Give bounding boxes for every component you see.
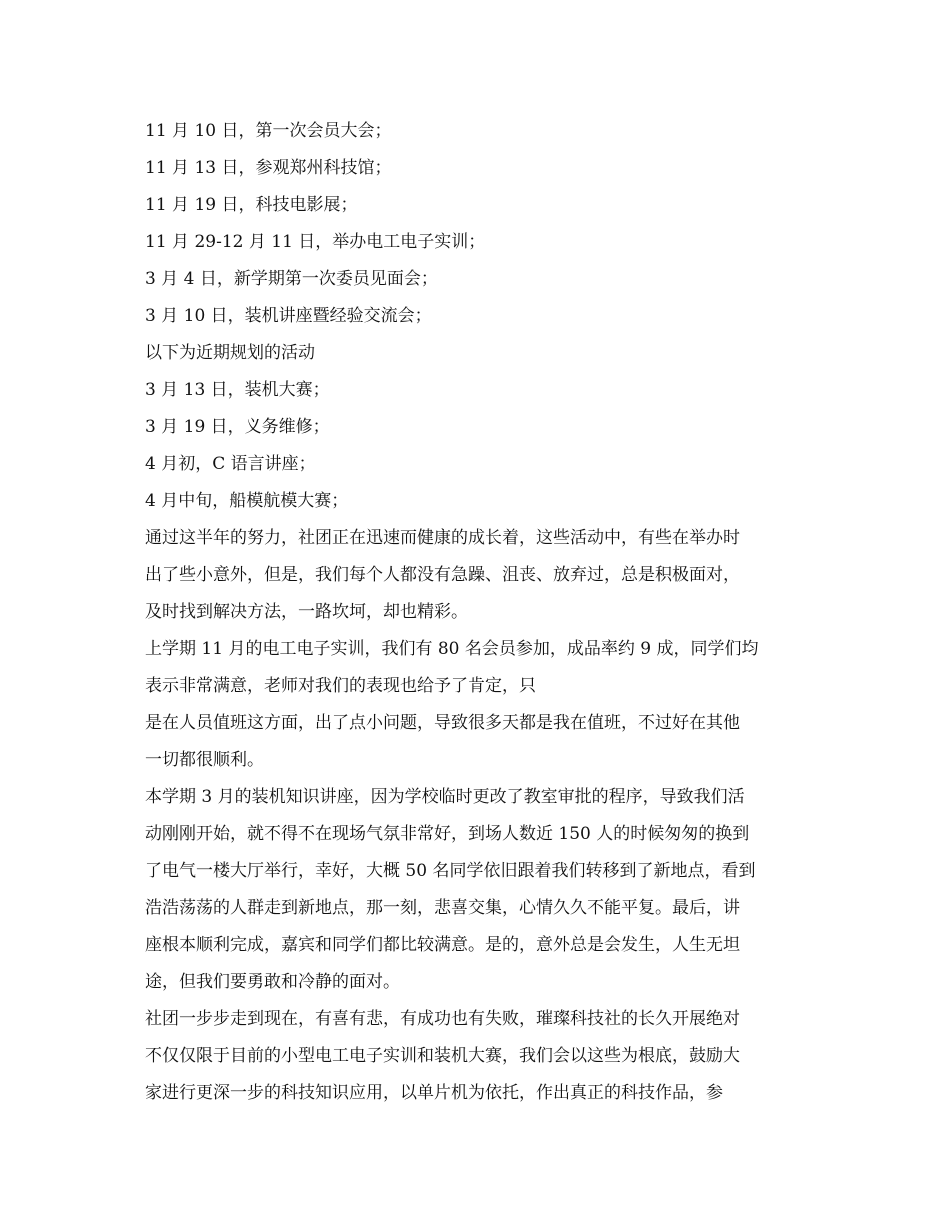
text-line: 社团一步步走到现在，有喜有悲，有成功也有失败，璀璨科技社的长久开展绝对 xyxy=(145,1009,740,1029)
text-line: 3 月 19 日，义务维修； xyxy=(145,417,330,437)
text-line: 浩浩荡荡的人群走到新地点，那一刻，悲喜交集，心情久久不能平复。最后，讲 xyxy=(145,898,740,918)
text-line: 表示非常满意，老师对我们的表现也给予了肯定，只 xyxy=(145,676,536,696)
text-line: 一切都很顺利。 xyxy=(145,750,264,770)
text-line: 是在人员值班这方面，出了点小问题，导致很多天都是我在值班，不过好在其他 xyxy=(145,713,740,733)
text-line: 以下为近期规划的活动 xyxy=(145,343,315,363)
text-line: 3 月 4 日，新学期第一次委员见面会； xyxy=(145,269,438,289)
text-line: 11 月 10 日，第一次会员大会； xyxy=(145,121,392,141)
text-line: 出了些小意外，但是，我们每个人都没有急躁、沮丧、放弃过，总是积极面对， xyxy=(145,565,740,585)
text-line: 及时找到解决方法，一路坎坷，却也精彩。 xyxy=(145,602,468,622)
text-line: 了电气一楼大厅举行，幸好，大概 50 名同学依旧跟着我们转移到了新地点，看到 xyxy=(145,861,756,881)
text-line: 11 月 29-12 月 11 日，举办电工电子实训； xyxy=(145,232,486,252)
text-line: 座根本顺利完成，嘉宾和同学们都比较满意。是的，意外总是会发生，人生无坦 xyxy=(145,935,740,955)
text-line: 4 月初，C 语言讲座； xyxy=(145,454,316,474)
text-line: 动刚刚开始，就不得不在现场气氛非常好，到场人数近 150 人的时候匆匆的换到 xyxy=(145,824,750,844)
document-body xyxy=(145,113,810,1112)
text-line: 家进行更深一步的科技知识应用，以单片机为依托，作出真正的科技作品，参 xyxy=(145,1083,723,1103)
text-line: 3 月 10 日，装机讲座暨经验交流会； xyxy=(145,306,432,326)
text-line: 4 月中旬，船模航模大赛； xyxy=(145,491,349,511)
text-line: 途，但我们要勇敢和冷静的面对。 xyxy=(145,972,400,992)
text-line: 上学期 11 月的电工电子实训，我们有 80 名会员参加，成品率约 9 成，同学们均 xyxy=(145,639,759,659)
text-line: 11 月 13 日，参观郑州科技馆； xyxy=(145,158,392,178)
text-line: 通过这半年的努力，社团正在迅速而健康的成长着，这些活动中，有些在举办时 xyxy=(145,528,740,548)
text-line: 11 月 19 日，科技电影展； xyxy=(145,195,358,215)
text-line: 本学期 3 月的装机知识讲座，因为学校临时更改了教室审批的程序，导致我们活 xyxy=(145,787,745,807)
text-line: 3 月 13 日，装机大赛； xyxy=(145,380,330,400)
text-line: 不仅仅限于目前的小型电工电子实训和装机大赛，我们会以这些为根底，鼓励大 xyxy=(145,1046,740,1066)
